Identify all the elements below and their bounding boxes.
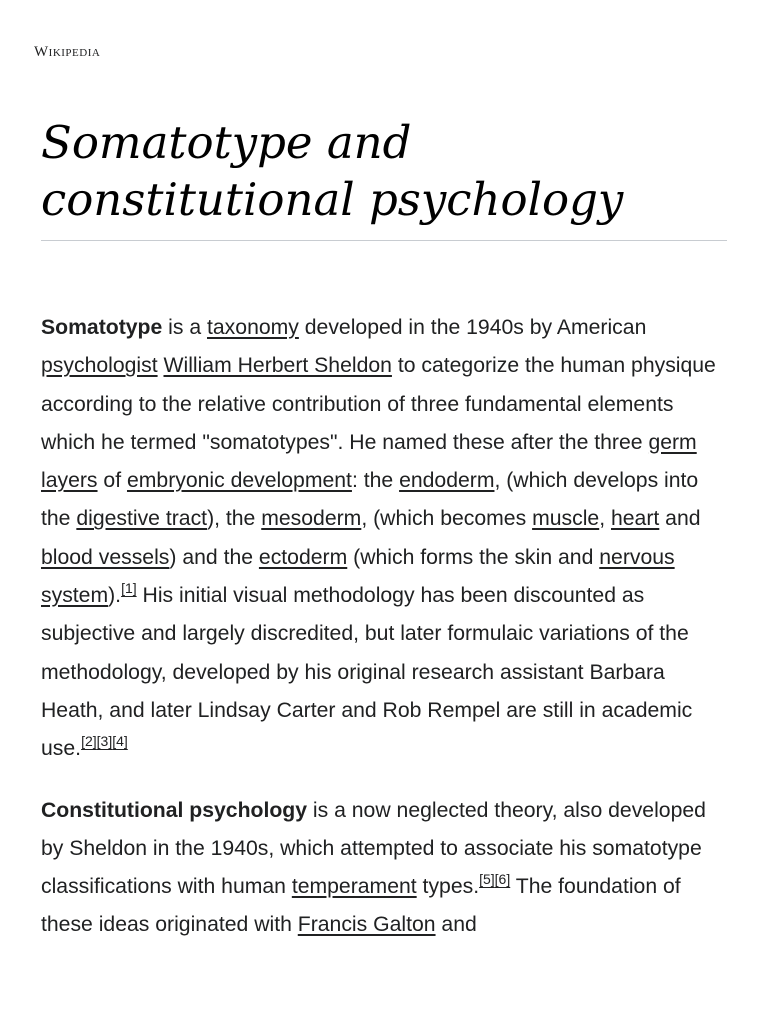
term-somatotype: Somatotype <box>41 316 163 339</box>
link-digestive-tract[interactable]: digestive tract <box>76 507 208 531</box>
link-muscle[interactable]: muscle <box>532 507 600 531</box>
text-run: The foundation of these ideas originated with <box>41 875 681 937</box>
citation-link-5[interactable]: [5] <box>479 871 495 888</box>
paragraph-somatotype <box>41 309 731 769</box>
citation-link-3[interactable]: [3] <box>96 733 113 750</box>
link-endoderm[interactable]: endoderm <box>399 469 495 493</box>
link-heart[interactable]: heart <box>610 507 660 531</box>
link-temperament[interactable]: temperament <box>291 875 417 899</box>
text-run: , (which becomes <box>361 507 533 531</box>
link-william-herbert-sheldon[interactable]: William Herbert Sheldon <box>163 354 392 378</box>
term-constitutional-psychology: Constitutional psychology <box>41 798 308 822</box>
citation-link-1[interactable]: [1] <box>121 580 137 597</box>
text-run: (which forms the skin and <box>347 545 600 569</box>
link-germ-layers[interactable]: germ layers <box>41 430 697 493</box>
text-run: ) and the <box>169 545 259 569</box>
link-francis-galton[interactable]: Francis Galton <box>297 913 436 937</box>
link-mesoderm[interactable]: mesoderm <box>261 507 362 531</box>
text-run: , <box>599 507 611 531</box>
link-psychologist[interactable]: psychologist <box>41 354 158 378</box>
text-run: to categorize the human physique according to the relative contribution of three fundamental elements which he termed "somatotypes". He named these after the three <box>41 354 716 454</box>
paragraph-constitutional-psychology <box>41 792 731 945</box>
text-run: His initial visual methodology has been discounted as subjective and largely discredited, but later formulaic variations of the methodology, developed by his original research assistant Barbara Heath, and later Lindsay Carter and Rob Rempel are still in academic use. <box>41 584 693 761</box>
text-run: of <box>97 469 127 493</box>
link-ectoderm[interactable]: ectoderm <box>258 545 348 569</box>
link-embryonic-development[interactable]: embryonic development <box>126 469 352 493</box>
link-blood-vessels[interactable]: blood vessels <box>41 545 170 569</box>
citation-2-4 <box>81 733 128 749</box>
text-run: ). <box>108 584 122 608</box>
citation-link-6[interactable]: [6] <box>494 871 511 888</box>
text-run: and <box>659 507 701 531</box>
title-divider <box>41 240 727 241</box>
article-body <box>41 309 731 968</box>
link-nervous-system[interactable]: nervous system <box>41 545 675 608</box>
citation-link-4[interactable]: [4] <box>112 733 128 750</box>
page-title: Somatotype and constitutional psychology <box>41 116 624 226</box>
text-run: types. <box>416 875 480 899</box>
link-taxonomy[interactable]: taxonomy <box>207 316 299 339</box>
text-run: developed in the 1940s by American <box>298 316 647 339</box>
citation-1 <box>121 580 137 596</box>
text-run: , (which develops into the <box>41 469 699 531</box>
text-run: ), the <box>207 507 262 531</box>
citation-5-6 <box>479 871 510 887</box>
text-run: : the <box>351 469 400 493</box>
text-run: is a now neglected theory, also developed by Sheldon in the 1940s, which attempted to associate his somatotype classifications with human <box>41 798 706 899</box>
citation-link-2[interactable]: [2] <box>81 733 97 750</box>
text-run: is a <box>162 316 208 339</box>
wikipedia-wordmark[interactable]: Wikipedia <box>34 44 101 60</box>
text-run: and <box>435 913 477 937</box>
